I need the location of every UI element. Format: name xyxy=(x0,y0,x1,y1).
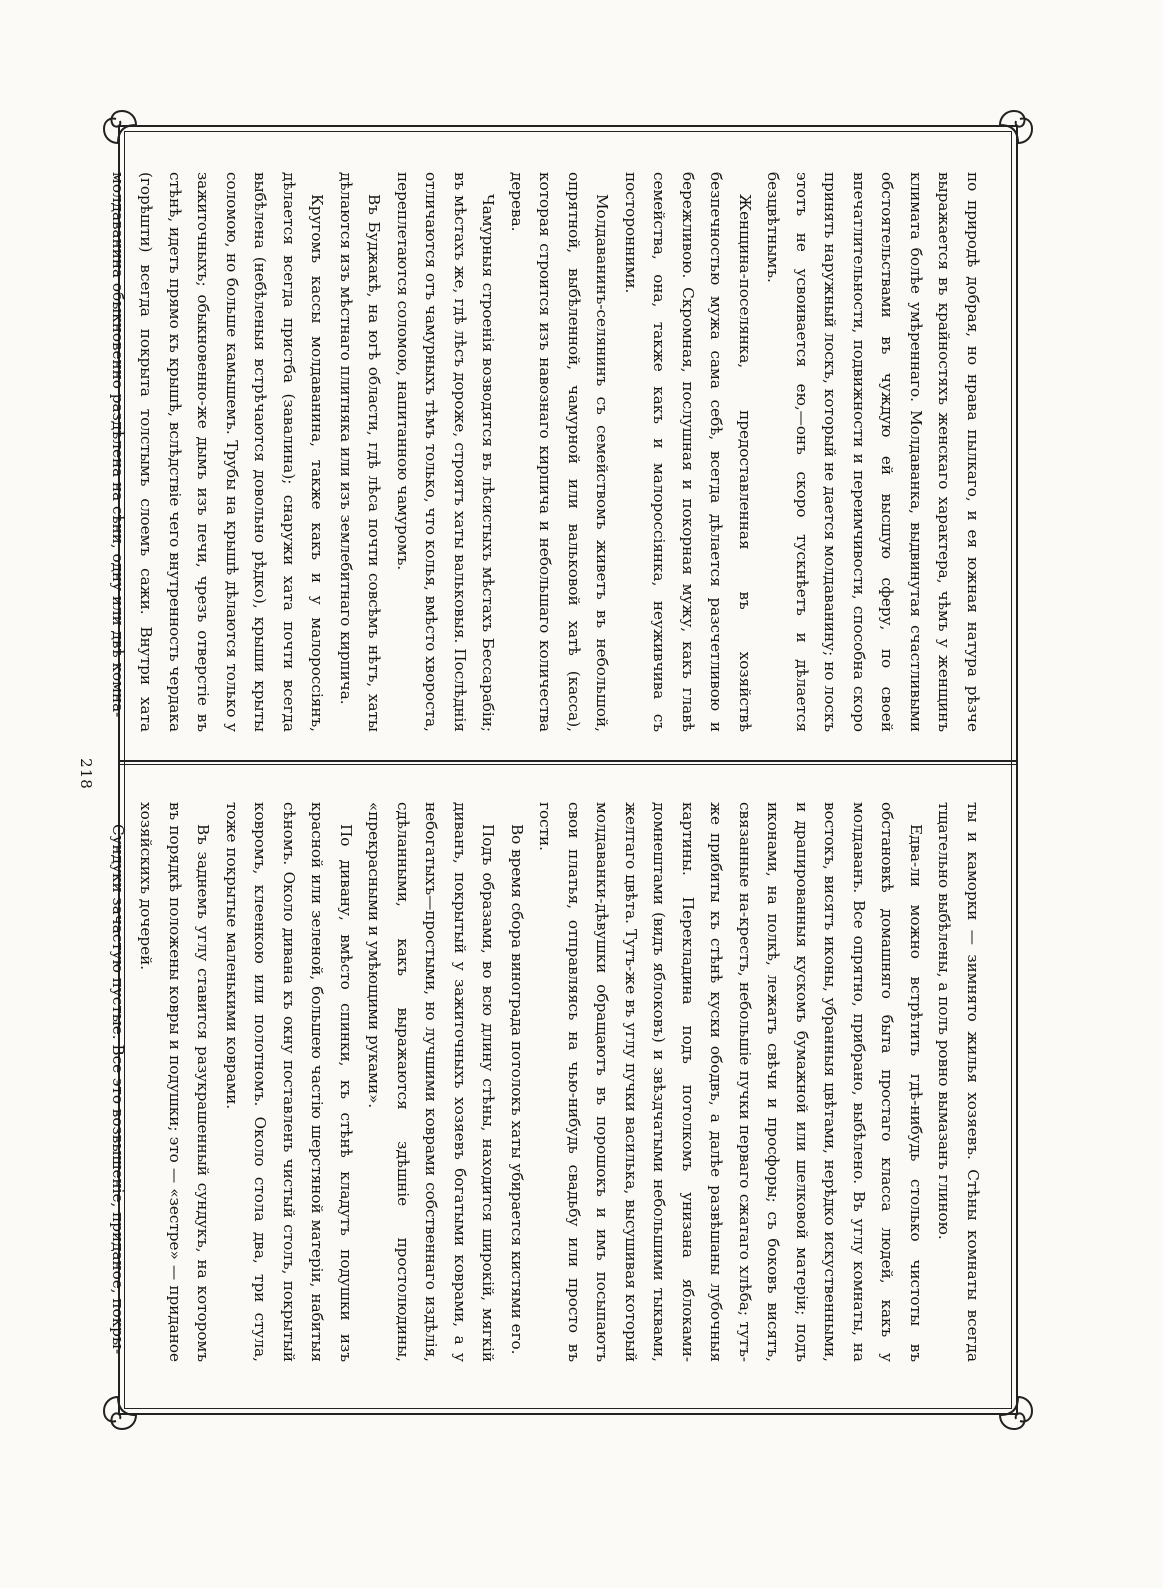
right-text-column xyxy=(109,802,987,1362)
paragraph: Едва-ли можно встрѣтить гдѣ-нибудь столько чистоты въ обстановкѣ домашняго быта простаго класса людей, какъ у молдаванъ. Все опрятно, прибрано, выбѣлено. Въ углу комнаты, на востокъ, висятъ иконы, убранныя цвѣтами, нерѣдко искуственными, и драпированныя кускомъ бумажной или шелковой матеріи; подъ иконами, на полкѣ, лежатъ свѣчи и просфоры; съ боковъ висятъ, связанные на-крестъ, небольшіе пучки перваго сжатаго хлѣба; тутъ-же прибиты къ стѣнѣ куски ободвъ, а далѣе развѣшаны лубочныя картины. Перекладина подъ потолкомъ унизана яблоками-домнештами (видъ яблоковъ) и звѣздчатыми небольшими тыквами, желтаго цвѣта. Тутъ-же въ углу пучки василька, высушивая который молдаванки-дѣвушки обращаютъ въ порошокъ и имъ посыпаютъ свои платья, отправляясь на чью-нибудь свадьбу или просто въ гости. xyxy=(536,802,925,1362)
paragraph: по природѣ добрая, но нрава пылкаго, и ея южная натура рѣзче выражается въ крайностяхъ женскаго характера, чѣмъ у женщинъ климата болѣе умѣреннаго. Молдаванка, выдвинутая счастливыми обстоятельствами въ чуждую ей высшую сферу, по своей впечатлительности, подвижности и переимчивости, способна скоро принять наружный лоскъ, который не дается молдаванину; но лоскъ этотъ не усвоивается ею,—онъ скоро тускнѣетъ и дѣлается безцвѣтнымъ. xyxy=(764,172,982,732)
paragraph: Во время сбора винограда потолокъ хаты убирается кистями его. xyxy=(508,824,526,1355)
left-text-column xyxy=(109,172,987,732)
corner-ornament-icon xyxy=(96,103,140,147)
corner-ornament-icon xyxy=(96,1393,140,1437)
paragraph: Сундуки зачастую пустые. Все это возвышеніе, приданое, покры- xyxy=(109,824,127,1355)
column-divider xyxy=(118,760,1018,762)
paragraph: ты и каморки — зимнято жилья хозяевъ. Стѣны комнаты всегда тщательно выбѣлены, а полъ ровно вымазанъ глиною. xyxy=(935,802,982,1362)
paragraph: Подъ образами, во всю длину стѣны, находится широкій, мягкій диванъ, покрытый у зажиточныхъ хозяевъ богатыми коврами, а у небогатыхъ—простыми, но лучшими коврами собственнаго издѣлія, сдѣланными, какъ выражаются здѣшніе простолюдины, «прекрасными и умѣющими руками». xyxy=(365,802,498,1362)
paragraph: По дивану, вмѣсто спинки, къ стѣнѣ кладутъ подушки изъ красной или зеленой, большею частію шерстяной матеріи, набитыя сѣномъ. Около дивана къ окну поставленъ чистый столъ, покрытый ковромъ, клеенкою или полотномъ. Около стола два, три стула, тоже покрытые маленькими коврами. xyxy=(223,802,355,1362)
paragraph: Кругомъ кассы молдаванина, также какъ и у малороссіянъ, дѣлается всегда пристба (завалина); снаружи хата почти всегда выбѣлена (небѣленыя встрѣчаются довольно рѣдко), крыши крыты соломою, но больше камышемъ. Трубы на крышѣ дѣлаются только у зажиточныхъ; обыкновенно-же дымъ изъ печи, чрезъ отверстіе въ стѣнѣ, идетъ прямо къ крышѣ, вслѣдствіе чего внутренность чердака (горѣшти) всегда покрыта толстымъ слоемъ сажи. Внутри хата молдаванина обыкновенно раздѣлена на сѣни, одну или двѣ комна- xyxy=(109,172,327,732)
paragraph: Чамурныя строенія возводятся въ лѣсистыхъ мѣстахъ Бессарабіи; въ мѣстахъ же, гдѣ лѣсъ дороже, строятъ хаты вальковыя. Послѣднія отличаются отъ чамурныхъ тѣмъ только, что колья, вмѣсто хвороста, переплетаются соломою, напитанною чамуромъ. xyxy=(394,172,498,732)
paragraph: Въ Буджакѣ, на югѣ области, гдѣ лѣса почти совсѣмъ нѣтъ, хаты дѣлаются изъ мѣстнаго плитняка или изъ землебитнаго кирпича. xyxy=(337,172,384,732)
page-number: 218 xyxy=(77,758,95,790)
paragraph: Молдаванинъ-селянинъ съ семействомъ живетъ въ небольшой, опрятной, выбѣленной, чамурной или вальковой хатѣ (касса), которая строится изъ навознаго кирпича и небольшаго количества дерева. xyxy=(508,172,612,732)
corner-ornament-icon xyxy=(996,1393,1040,1437)
paragraph: Въ заднемъ углу ставится разукрашенный сундукъ, на которомъ въ порядкѣ положены ковры и подушки; это — «зестре» — приданое хозяйскихъ дочерей. xyxy=(137,802,213,1362)
corner-ornament-icon xyxy=(996,103,1040,147)
paragraph: Женщина-поселянка, предоставленная въ хозяйствѣ безпечностью мужа сама себѣ, всегда дѣлается разсчетливою и бережливою. Скромная, послушная и покорная мужу, какъ главѣ семейства, она, также какъ и малороссіянка, неуживчива съ посторонними. xyxy=(622,172,754,732)
